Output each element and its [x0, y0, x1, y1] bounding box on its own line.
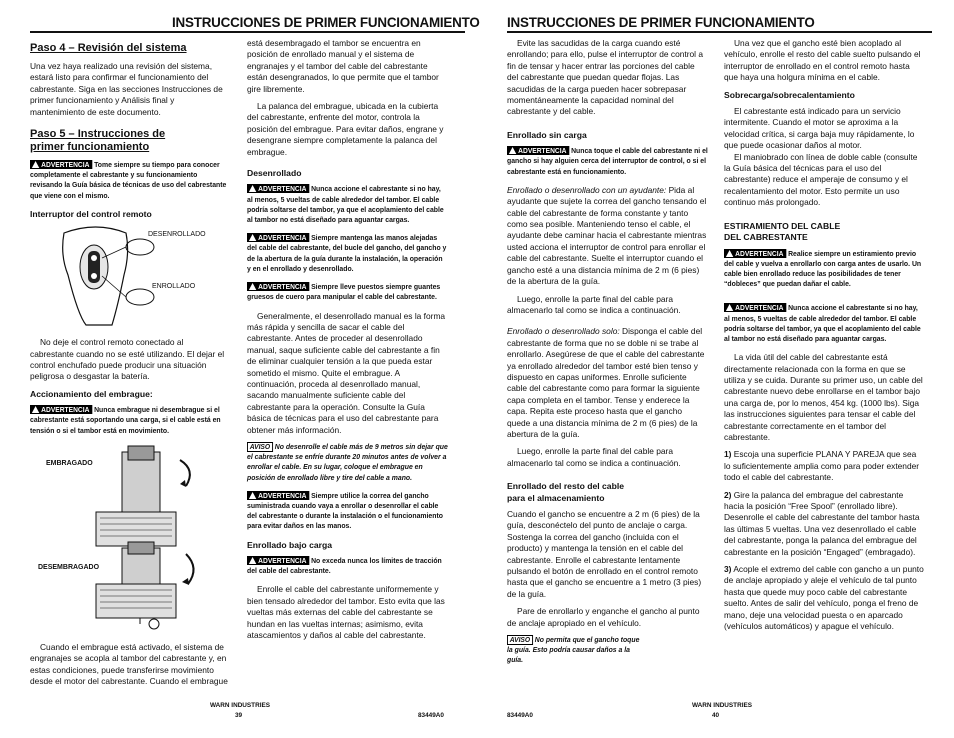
warning-badge: ADVERTENCIA [724, 249, 786, 258]
notice-box [507, 635, 641, 666]
left-col1 [30, 38, 228, 694]
clutch-text: Cuando el embrague está activado, el sistema de engranajes se acopla al tambor del cabrestante y, en estas condiciones, puede transferirse movimiento desde el motor del cabrestante. Cuando el embrague [30, 641, 228, 687]
paragraph: El cabrestante está indicado para un servicio intermitente. Cuando el motor se aproxima a la velocidad crítica, si carga baja muy rápidamente, lo que puede ocasionar daños al motor. [724, 106, 915, 151]
left-header-rule [30, 31, 465, 33]
step4-title: Paso 4 – Revisión del sistema [30, 42, 187, 54]
warning-badge: ADVERTENCIA [247, 556, 309, 565]
warning-triangle-icon [249, 492, 256, 499]
paragraph: La palanca del embrague, ubicada en la cubierta del cabrestante, enfrente del motor, controla la posición del embrague. Para evitar daños, engrane y desengrane siempre completamente la palanca del embrague. [247, 101, 444, 157]
warning-triangle-icon [249, 557, 256, 564]
label-disengaged: DESEMBRAGADO [38, 563, 100, 571]
paragraph: Generalmente, el desenrollado manual es la forma más rápida y sencilla de sacar el cable del cabrestante. Antes de proceder al desenrollado manual, saque suficiente cable del cabrestante a fin de eliminar cualquier tensión a la que pueda estar sometido el mismo. Quite el embrague. A continuación, proceda al desenrollado manual, sacando manualmente suficiente cable del cabrestante para la operación. Consulte la Guía básica de técnicas para el uso del cabrestante para obtener más información. [247, 310, 446, 435]
notice-box [247, 442, 448, 483]
right-header-rule [507, 31, 932, 33]
paragraph: está desembragado el tambor se encuentra en posición de enrollado manual y el sistema de engranajes y el tambor del cable del cabrestante están desengranados, lo que permite que el tambor gire libremente. [247, 38, 439, 94]
warning-box [247, 282, 448, 302]
warning-triangle-icon [726, 250, 733, 257]
footer-page-number: 40 [712, 712, 720, 719]
warning-badge: ADVERTENCIA [507, 146, 569, 155]
heading-sin-carga: Enrollado sin carga [507, 129, 587, 140]
remote-text: No deje el control remoto conectado al cabrestante cuando no se esté utilizando. El dejar el control enchufado puede producir una situación peligrosa o desgastar la batería. [30, 337, 225, 382]
warning-triangle-icon [249, 234, 256, 241]
label-wind: ENROLLADO [152, 283, 196, 291]
warning-box [247, 491, 448, 532]
paragraph: Una vez que el gancho esté bien acoplado al vehículo, enrolle el resto del cable suelto pulsando el interruptor de enrollado en el control remoto hasta que haya una holgura mínima en el cable. [724, 38, 921, 83]
warning-text: Nunca embrague ni desembrague si el cabrestante está soportando una carga, si el cable está en tensión o si el tambor está en movimiento. [30, 405, 221, 435]
heading-bajo-carga: Enrollado bajo carga [247, 539, 333, 550]
paragraph: El maniobrado con línea de doble cable (consulte la Guía básica del técnicas para el uso del cabrestante) reduce el amperaje de consumo y el recalentamiento del motor. Esto permite un uso continuo más prolongado. [724, 151, 918, 208]
step-1: 1) Escoja una superficie PLANA Y PAREJA que sea lo suficientemente amplia como para poder extender todo el cable del cabrestante. [724, 449, 920, 483]
footer-brand: WARN INDUSTRIES [210, 702, 271, 709]
right-header: INSTRUCCIONES DE PRIMER FUNCIONAMIENTO [507, 15, 815, 30]
warning-text: Siempre utilice la correa del gancho suministrada cuando vaya a enrollar o desenrollar el cable del cabrestante o durante la instalación o el funcionamiento para evitar daños en las manos. [247, 490, 443, 531]
warning-text: Realice siempre un estiramiento previo del cable y vuelva a enrollarlo con carga antes de usarlo. Un cable bien enrollado reduce las posibilidades de tener “dobleces” que puedan dañar el cable. [724, 248, 922, 289]
warning-badge: ADVERTENCIA [30, 160, 92, 169]
left-col2 [247, 38, 447, 647]
warning-badge: ADVERTENCIA [247, 184, 309, 193]
remote-heading: Interruptor del control remoto [30, 208, 152, 219]
warning-triangle-icon [726, 304, 733, 311]
paragraph [507, 185, 707, 288]
paragraph-body: Pida al ayudante que sujete la correa del gancho tensando el cable del cabrestante de forma constante y tanto como sea posible. Manteniendo tenso el cable, el ayudante debe caminar hacia el cabrestante mientras usted acciona el interruptor de control para enrollar el cable del cabrestante. Suelte el interruptor cuando el gancho esté a una distancia mínima de 2 m (6 pies) de la abertura de la guía. [507, 184, 707, 287]
label-unwind: DESENROLLADO [148, 231, 206, 239]
warning-text: Siempre lleve puestos siempre guantes gruesos de cuero para manipular el cable del cabrestante. [247, 282, 441, 302]
warning-triangle-icon [32, 406, 39, 413]
warning-box [247, 184, 448, 225]
footer-code: 83449A0 [418, 712, 444, 719]
heading-desenrollado: Desenrollado [247, 168, 302, 179]
paragraph [507, 326, 707, 440]
right-col2 [724, 38, 924, 638]
warning-text: Nunca accione el cabrestante si no hay, al menos, 5 vueltas de cable alrededor del tambor. El cable podría soltarse del tambor, ya que el acoplamiento del cable al tambor no está diseñado para aguantar cargas. [724, 303, 921, 343]
clutch-heading: Accionamiento del embrague: [30, 388, 153, 399]
paragraph: La vida útil del cable del cabrestante está directamente relacionada con la forma en que se utiliza y se cuida. Durante su primer uso, un cable del cabrestante nuevo debe enrollarse en el tambor bajo una carga de, por lo menos, 454 kg. (1000 lbs). Siga las instrucciones siguientes para tensar el cable del cabrestante correctamente en el tambor del cabrestante. [724, 352, 923, 442]
clutch-illustration [30, 444, 228, 630]
warning-badge: ADVERTENCIA [247, 491, 309, 500]
step4-text: Una vez haya realizado una revisión del sistema, estará listo para confirmar el funcionamiento del cabrestante. Siga en las secciones Instrucciones de primer funcionamiento y Análisis final y mantenimiento de este documento. [30, 61, 223, 117]
warning-text: Tome siempre su tiempo para conocer completamente el cabrestante y su funcionamiento revisando la Guía básica de técnicas de uso del cabrestante que viene con el mismo. [30, 160, 227, 200]
heading-estiramiento: ESTIRAMIENTO DEL CABLE DEL CABRESTANTE [724, 220, 841, 243]
warning-box [724, 249, 925, 290]
paragraph: Cuando el gancho se encuentre a 2 m (6 pies) de la guía, desconéctelo del punto de anclaje o carga. Sostenga la correa del gancho (incluida con el producto) y mantenga la tensión en el cable del cabrestante. Enrolle el cabrestante lentamente pulsando el botón de enrollado en el control remoto hasta que el gancho se encuentre a 1 metro (3 pies) de la guía. [507, 509, 702, 599]
paragraph-body: Disponga el cable del cabrestante de forma que no se doble ni se trabe al enrollarlo. Asegúrese de que el cable del cabrestante ya enrollado alrededor del tambor esté bien tenso y dispuesto en capas uniformes. Enrolle suficiente cable del cabrestante como para formar la siguiente capa completa en el tambor. Tense y enderece la capa. Repita este proceso hasta que el gancho quede a una distancia mínima de 2 m (6 pies) de la abertura de la guía. [507, 326, 705, 439]
warning-text: Nunca accione el cabrestante si no hay, al menos, 5 vueltas de cable alrededor del tambor. El cable podría soltarse del tambor, ya que el acoplamiento del cable al tambor no está diseñado para aguantar cargas. [247, 184, 444, 225]
step-2: 2) Gire la palanca del embrague del cabrestante hacia la posición “Free Spool” (enrollado libre). Desenrolle el cable del cabrestante del tambor hasta las últimas 5 vueltas. Una vez desenrollado el cable del cabrestante, ponga la palanca del embrague del cabrestante en la posición “Engaged” (embragado). [724, 489, 920, 557]
heading-resto: Enrollado del resto del cable para el almacenamiento [507, 481, 625, 503]
warning-box [30, 160, 229, 201]
warning-box [247, 556, 448, 576]
paragraph: Luego, enrolle la parte final del cable para almacenarlo tal como se indica a continuación. [507, 446, 681, 468]
right-col1 [507, 38, 707, 674]
warning-box [724, 303, 925, 344]
footer-brand: WARN INDUSTRIES [692, 702, 753, 709]
warning-box [30, 405, 229, 436]
paragraph: Pare de enrollarlo y enganche el gancho al punto de anclaje apropiado en el vehículo. [507, 606, 700, 628]
warning-text: No exceda nunca los límites de tracción del cable del cabrestante. [247, 556, 442, 576]
italic-lead: Enrollado o desenrollado con un ayudante: [507, 184, 667, 195]
warning-box [247, 233, 448, 274]
label-engaged: EMBRAGADO [46, 459, 93, 467]
italic-lead: Enrollado o desenrollado solo: [507, 326, 620, 337]
warning-box [507, 146, 708, 177]
clutch-figure [30, 444, 228, 630]
warning-text: Nunca toque el cable del cabrestante ni el gancho si hay alguien cerca del interruptor de control, o si el cabrestante está en funcionamiento. [507, 146, 708, 176]
warning-badge: ADVERTENCIA [247, 233, 309, 242]
heading-sobrecarga: Sobrecarga/sobrecalentamiento [724, 89, 855, 100]
notice-badge: AVISO [247, 442, 273, 452]
warning-triangle-icon [509, 147, 516, 154]
notice-text: No desenrolle el cable más de 9 metros sin dejar que el cabrestante se enfríe durante 20 minutos antes de volver a enrollar el cable. En su lugar, coloque el embrague en posición de enrollado libre y tire del cable a mano. [247, 441, 448, 482]
paragraph: Enrolle el cable del cabrestante uniformemente y bien tensado alrededor del tambor. Esto evita que las vueltas más externas del cable del cabrestante se hundan en las vueltas internas; asimismo, evita atascamientos y daños al cable del cabrestante. [247, 584, 445, 641]
warning-badge: ADVERTENCIA [724, 303, 786, 312]
left-header: INSTRUCCIONES DE PRIMER FUNCIONAMIENTO [172, 15, 480, 30]
notice-text: No permita que el gancho toque la guía. Esto podría causar daños a la guía. [507, 635, 640, 665]
step-3: 3) Acople el extremo del cable con gancho a un punto de anclaje apropiado y aleje el vehículo de tal punto hasta que quede muy poco cable del cabrestante suelto. Antes de salir del vehículo, ponga el freno de mano, deje una velocidad puesta o en aparcado (vehículos automáticos) y apague el vehículo. [724, 564, 924, 632]
right-page [477, 0, 954, 738]
step5-title: Paso 5 – Instrucciones de primer funcionamiento [30, 128, 166, 154]
warning-triangle-icon [249, 185, 256, 192]
warning-triangle-icon [249, 283, 256, 290]
notice-badge: AVISO [507, 635, 533, 645]
paragraph: Evite las sacudidas de la carga cuando esté enrollando; para ello, pulse el interruptor de control a fin de tensar y hacer entrar las porciones del cable del cabrestante que puedan quedar flojas. Las sacudidas de la carga pueden hacer sobrepasar momentáneamente la capacidad nominal del cabrestante y del cable. [507, 38, 704, 117]
footer-code: 83449A0 [507, 712, 533, 719]
footer-page-number: 39 [235, 712, 243, 719]
paragraph: Luego, enrolle la parte final del cable para almacenarlo tal como se indica a continuación. [507, 293, 681, 315]
warning-badge: ADVERTENCIA [30, 405, 92, 414]
warning-badge: ADVERTENCIA [247, 282, 309, 291]
warning-triangle-icon [32, 161, 39, 168]
warning-text: Siempre mantenga las manos alejadas del cable del cabrestante, del bucle del gancho, del gancho y de la abertura de la guía durante la instalación, la operación y en el enrollado y desenrollado. [247, 233, 447, 273]
remote-figure [30, 225, 228, 327]
